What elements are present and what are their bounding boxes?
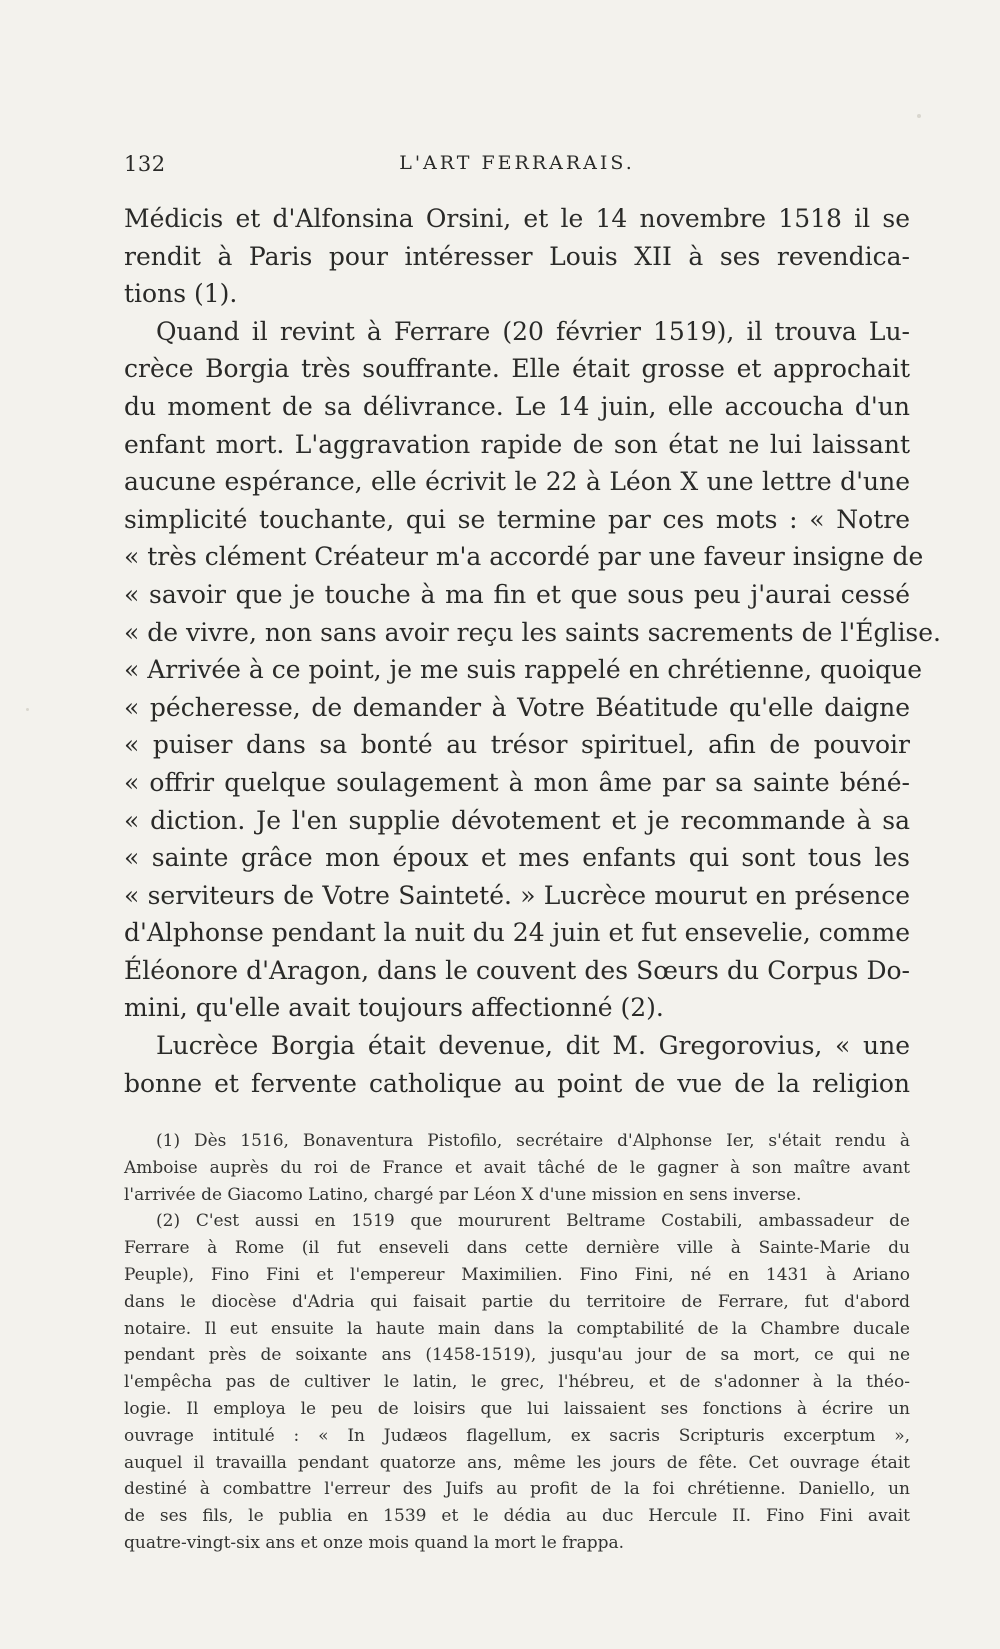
body-text-line: « savoir que je touche à ma fin et que sous peu j'aurai cessé [124, 579, 910, 609]
body-text-line: rendit à Paris pour intéresser Louis XII à ses revendica- [124, 241, 910, 271]
body-text-line: Éléonore d'Aragon, dans le couvent des Sœurs du Corpus Do- [124, 955, 910, 985]
body-text-line: mini, qu'elle avait toujours affectionné (2). [124, 993, 664, 1023]
footnote-line: logie. Il employa le peu de loisirs que lui laissaient ses fonctions à écrire un [124, 1398, 910, 1419]
footnote-line: (2) C'est aussi en 1519 que moururent Beltrame Costabili, ambassadeur de [156, 1211, 910, 1232]
page-number: 132 [124, 152, 166, 176]
footnote-line: Peuple), Fino Fini et l'empereur Maximilien. Fino Fini, né en 1431 à Ariano [124, 1264, 910, 1285]
body-text-line: « très clément Créateur m'a accordé par une faveur insigne de [124, 542, 924, 572]
footnote-line: destiné à combattre l'erreur des Juifs au profit de la foi chrétienne. Daniello, un [124, 1479, 910, 1500]
body-text-line: tions (1). [124, 279, 238, 309]
footnotes [124, 1128, 910, 1557]
footnote-line: Amboise auprès du roi de France et avait tâché de le gagner à son maître avant [124, 1157, 910, 1178]
body-text-line: « pécheresse, de demander à Votre Béatitude qu'elle daigne [124, 692, 910, 722]
footnote-line: notaire. Il eut ensuite la haute main dans la comptabilité de la Chambre ducale [124, 1318, 910, 1339]
body-text-line: « Arrivée à ce point, je me suis rappelé en chrétienne, quoique [124, 655, 923, 685]
running-title: L'ART FERRARAIS. [399, 152, 635, 174]
body-text-line: « serviteurs de Votre Sainteté. » Lucrèce mourut en présence [124, 880, 910, 910]
footnote-line: de ses fils, le publia en 1539 et le dédia au duc Hercule II. Fino Fini avait [124, 1506, 910, 1527]
body-text-line: Médicis et d'Alfonsina Orsini, et le 14 novembre 1518 il se [124, 204, 910, 233]
footnote-line: l'empêcha pas de cultiver le latin, le grec, l'hébreu, et de s'adonner à la théo- [124, 1372, 910, 1393]
paper-speck [26, 708, 29, 711]
footnote-line: (1) Dès 1516, Bonaventura Pistofilo, secrétaire d'Alphonse Ier, s'était rendu à [156, 1131, 910, 1151]
body-text-line: simplicité touchante, qui se termine par ces mots : « Notre [124, 504, 910, 534]
body-text-line: du moment de sa délivrance. Le 14 juin, elle accoucha d'un [124, 391, 910, 421]
footnote-line: pendant près de soixante ans (1458-1519), jusqu'au jour de sa mort, ce qui ne [124, 1345, 910, 1366]
footnote-line: quatre-vingt-six ans et onze mois quand la mort le frappa. [124, 1532, 625, 1553]
footnote-line: ouvrage intitulé : « In Judæos flagellum, ex sacris Scripturis excerptum », [124, 1425, 910, 1446]
body-text-line: bonne et fervente catholique au point de vue de la religion [124, 1068, 910, 1098]
footnote-line: l'arrivée de Giacomo Latino, chargé par Léon X d'une mission en sens inverse. [124, 1184, 802, 1205]
body-text-line: aucune espérance, elle écrivit le 22 à Léon X une lettre d'une [124, 467, 910, 497]
body-text-line: « de vivre, non sans avoir reçu les saints sacrements de l'Église. [124, 617, 942, 647]
body-text-line: enfant mort. L'aggravation rapide de son état ne lui laissant [124, 429, 910, 459]
footnote-line: dans le diocèse d'Adria qui faisait partie du territoire de Ferrare, fut d'abord [124, 1291, 910, 1312]
footnote-line: auquel il travailla pendant quatorze ans, même les jours de fête. Cet ouvrage était [124, 1452, 910, 1473]
footnote-line: Ferrare à Rome (il fut enseveli dans cette dernière ville à Sainte-Marie du [124, 1238, 910, 1259]
body-text-line: crèce Borgia très souffrante. Elle était grosse et approchait [124, 354, 910, 384]
body-text-line: Lucrèce Borgia était devenue, dit M. Gregorovius, « une [156, 1031, 910, 1061]
body-text-line: « puiser dans sa bonté au trésor spirituel, afin de pouvoir [124, 730, 910, 760]
paper-speck [917, 114, 921, 118]
body-text-line: d'Alphonse pendant la nuit du 24 juin et fut ensevelie, comme [124, 918, 910, 948]
page-header [124, 152, 910, 182]
body-text [124, 200, 942, 1102]
body-text-line: Quand il revint à Ferrare (20 février 1519), il trouva Lu- [156, 316, 910, 346]
body-text-line: « offrir quelque soulagement à mon âme par sa sainte béné- [124, 767, 910, 797]
body-text-line: « diction. Je l'en supplie dévotement et je recommande à sa [124, 805, 910, 835]
body-text-line: « sainte grâce mon époux et mes enfants qui sont tous les [124, 843, 910, 873]
